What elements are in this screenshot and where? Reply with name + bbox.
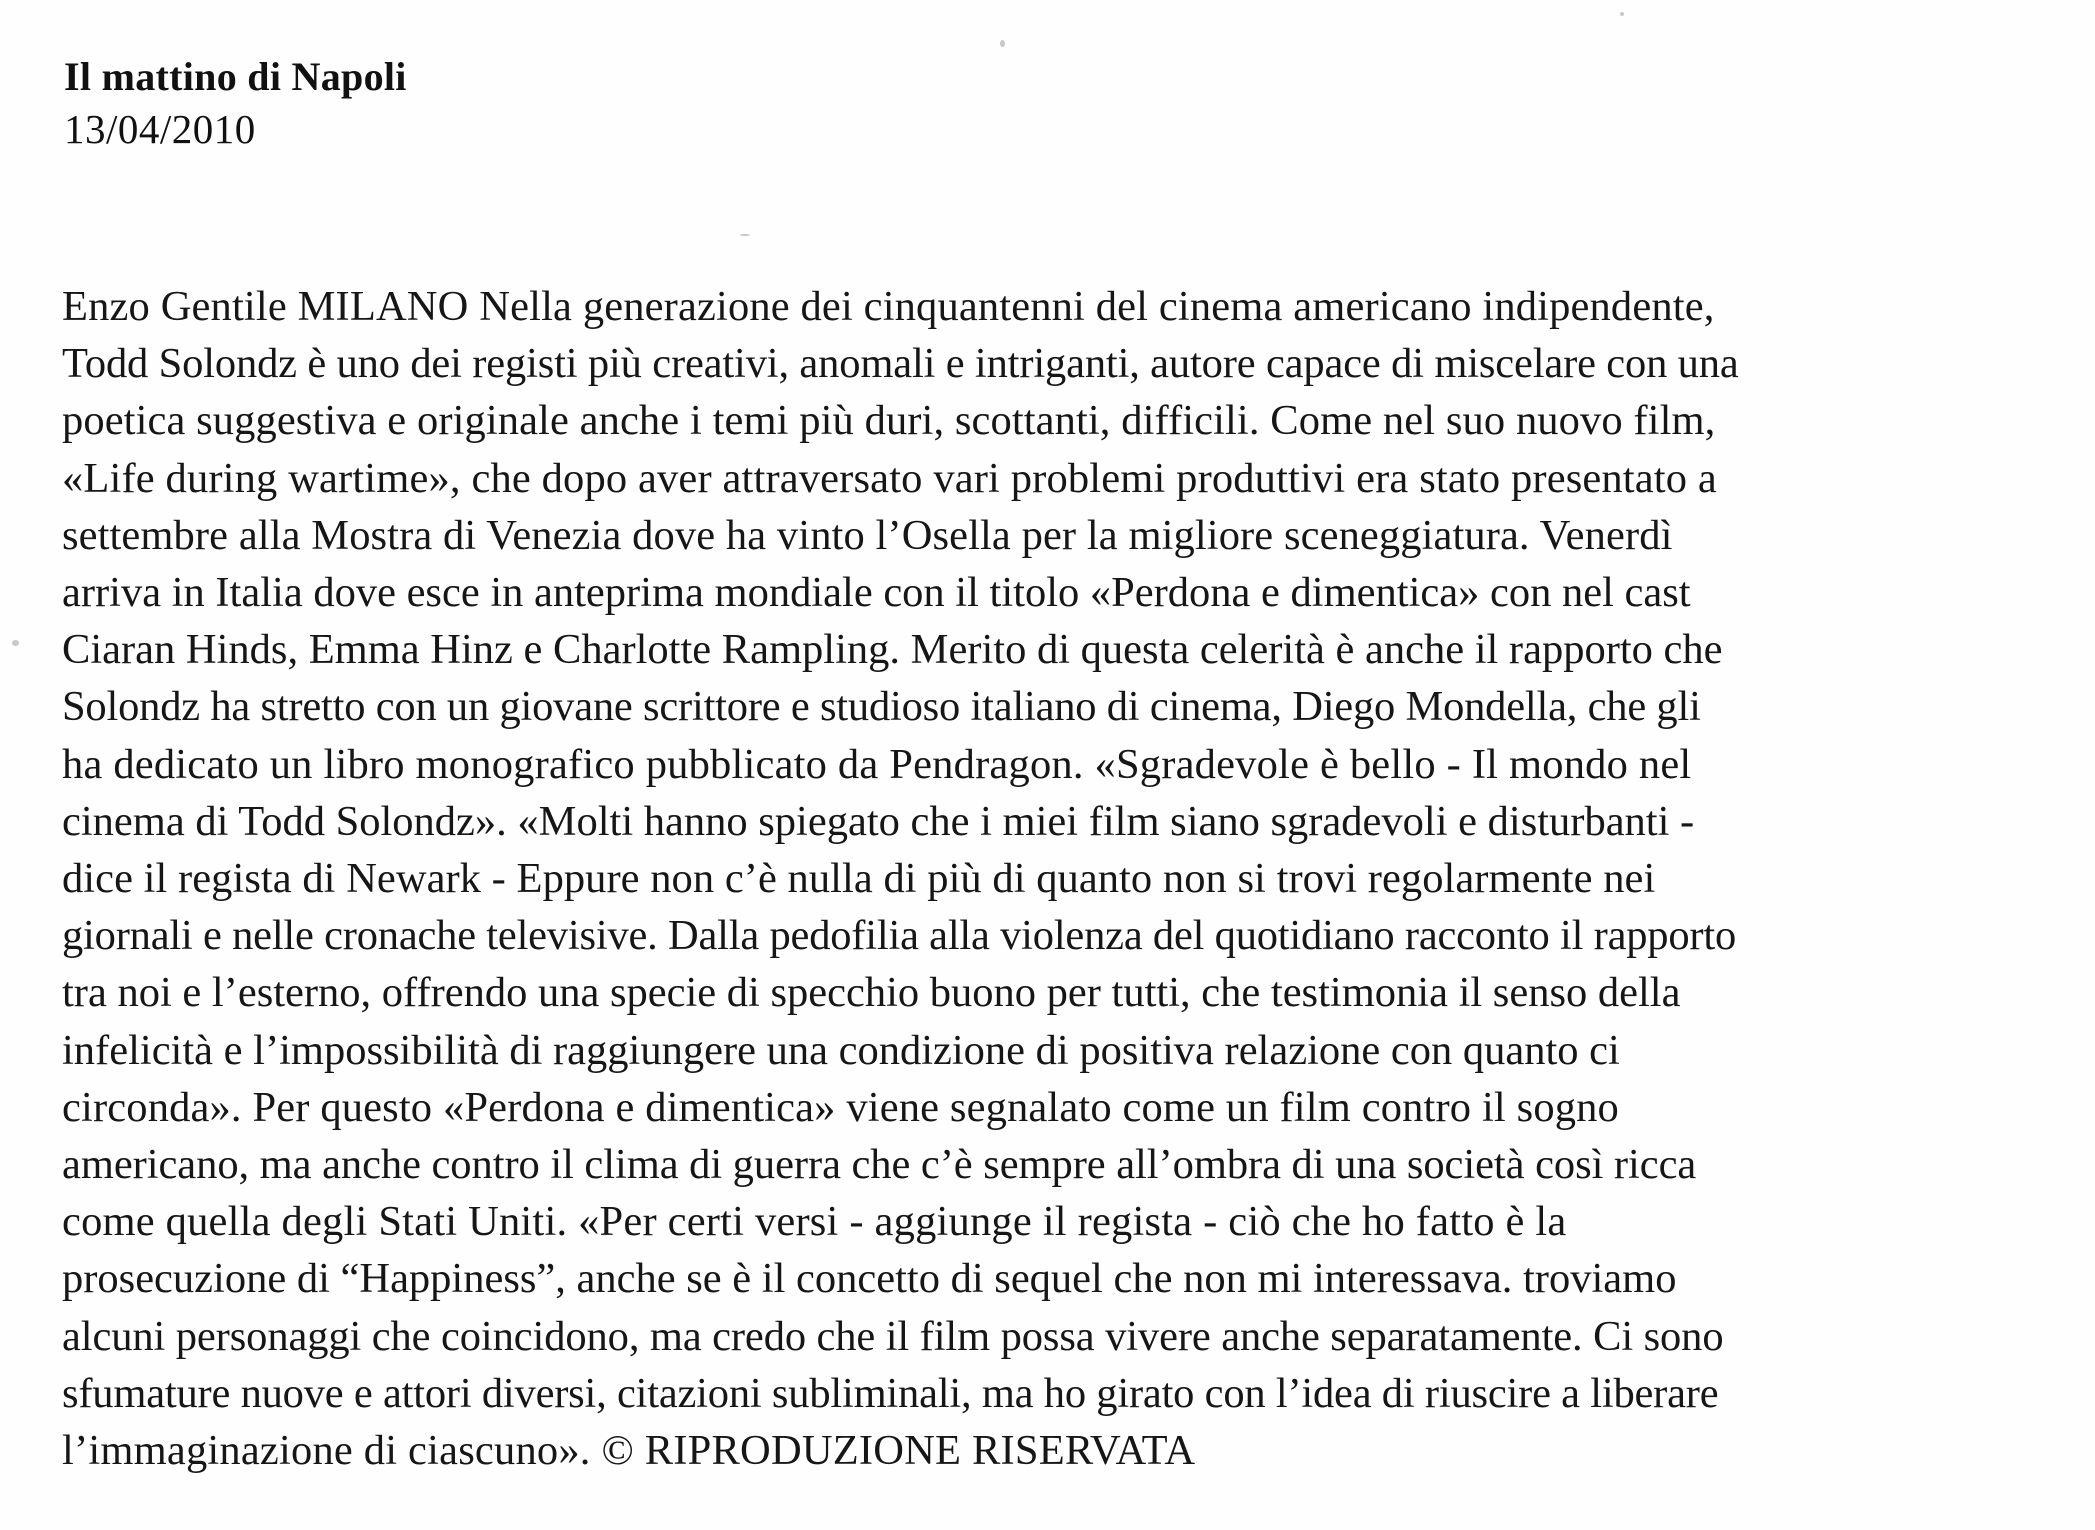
article-header [64,52,407,156]
scan-speck [1620,12,1624,16]
article-line: dice il regista di Newark - Eppure non c’è nulla di più di quanto non si trovi regolarmente nei [62,855,1656,903]
article-line: infelicità e l’impossibilità di raggiungere una condizione di positiva relazione con quanto ci [62,1026,1620,1074]
article-line: arriva in Italia dove esce in anteprima mondiale con il titolo «Perdona e dimentica» con nel cast [62,569,1691,617]
article-line: l’immaginazione di ciascuno». © RIPRODUZIONE RISERVATA [62,1427,1196,1475]
article-line: prosecuzione di “Happiness”, anche se è il concetto di sequel che non mi interessava. troviamo [62,1255,1677,1303]
scan-speck [12,640,19,646]
article-line: Todd Solondz è uno dei registi più creativi, anomali e intriganti, autore capace di miscelare con una [62,340,1739,388]
article-line: tra noi e l’esterno, offrendo una specie di specchio buono per tutti, che testimonia il senso della [62,969,1681,1017]
article-line: «Life during wartime», che dopo aver attraversato vari problemi produttivi era stato presentato a [62,454,1717,502]
publication-date: 13/04/2010 [64,106,256,152]
article-line: Enzo Gentile MILANO Nella generazione dei cinquantenni del cinema americano indipendente, [62,283,1715,330]
publication-name: Il mattino di Napoli [64,54,407,99]
article-line: giornali e nelle cronache televisive. Dalla pedofilia alla violenza del quotidiano racconto il rapporto [62,912,1737,960]
article-line: ha dedicato un libro monografico pubblicato da Pendragon. «Sgradevole è bello - Il mondo nel [62,740,1692,788]
scan-speck [1000,40,1005,47]
article-line: settembre alla Mostra di Venezia dove ha vinto l’Osella per la migliore sceneggiatura. Venerdì [62,511,1673,559]
article-body [62,278,2062,1479]
scan-speck [740,234,750,236]
article-line: poetica suggestiva e originale anche i temi più duri, scottanti, difficili. Come nel suo nuovo film, [62,397,1716,445]
article-line: circonda». Per questo «Perdona e dimentica» viene segnalato come un film contro il sogno [62,1083,1619,1131]
article-line: americano, ma anche contro il clima di guerra che c’è sempre all’ombra di una società così ricca [62,1141,1697,1189]
article-line: sfumature nuove e attori diversi, citazioni subliminali, ma ho girato con l’idea di riuscire a liberare [62,1369,1719,1417]
article-line: Ciaran Hinds, Emma Hinz e Charlotte Rampling. Merito di questa celerità è anche il rapporto che [62,626,1723,674]
article-line: alcuni personaggi che coincidono, ma credo che il film possa vivere anche separatamente. Ci sono [62,1312,1724,1360]
article-line: come quella degli Stati Uniti. «Per certi versi - aggiunge il regista - ciò che ho fatto è la [62,1198,1567,1246]
article-line: cinema di Todd Solondz». «Molti hanno spiegato che i miei film siano sgradevoli e disturbanti - [62,797,1695,845]
article-line: Solondz ha stretto con un giovane scrittore e studioso italiano di cinema, Diego Mondella, che gli [62,683,1701,731]
